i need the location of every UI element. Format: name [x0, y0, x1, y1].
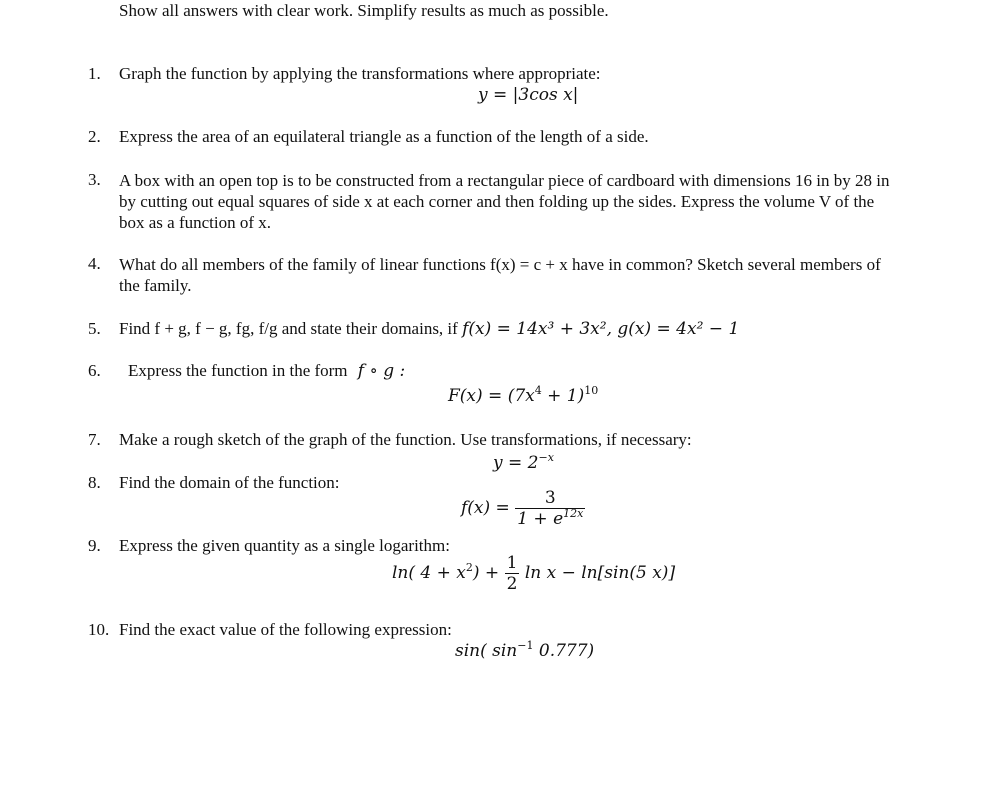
question-10-equation: sin( $\sin^{-1} 0.777$) — [455, 639, 595, 661]
question-1-number: 1. — [88, 64, 101, 83]
question-6-equation: $F(x) = (7x^4 + 1)^{10}$ — [448, 384, 599, 406]
question-8-fraction — [515, 489, 585, 528]
question-7-text: Make a rough sketch of the graph of the function. Use transformations, if necessary: — [119, 430, 692, 449]
question-7-number: 7. — [88, 430, 101, 449]
question-6-form: f ∘ g : — [357, 361, 406, 381]
question-2-number: 2. — [88, 127, 101, 146]
question-9-text: Express the given quantity as a single logarithm: — [119, 536, 450, 555]
instructions: Show all answers with clear work. Simplify results as much as possible. — [119, 1, 609, 20]
question-1-text: Graph the function by applying the transformations where appropriate: — [119, 64, 601, 83]
question-10-text: Find the exact value of the following expression: — [119, 620, 452, 639]
question-6-prompt: Express the function in the form — [128, 361, 348, 380]
question-10-number: 10. — [88, 620, 110, 639]
question-6-number: 6. — [88, 361, 101, 380]
question-5-prompt: Find f + g, f − g, fg, f/g and state their domains, if — [119, 319, 458, 338]
question-4-number: 4. — [88, 254, 101, 273]
question-5-text — [119, 319, 739, 339]
question-8-numerator: 3 — [544, 488, 556, 508]
question-7-equation: $y = 2^{-x}$ — [493, 451, 554, 473]
question-9-fraction: $\frac{1}{2}$ — [506, 553, 518, 594]
question-4-line-2: the family. — [119, 276, 192, 295]
question-8-text: Find the domain of the function: — [119, 473, 340, 492]
question-3-text — [119, 170, 889, 233]
question-8-lhs: f(x) = — [461, 498, 510, 519]
question-5-number: 5. — [88, 319, 101, 338]
question-8-denominator: $1 + e^{12x}$ — [517, 506, 584, 529]
question-3-number: 3. — [88, 170, 101, 189]
question-8-number: 8. — [88, 473, 101, 492]
question-2-text: Express the area of an equilateral triangle as a function of the length of a side. — [119, 127, 649, 146]
question-9-equation: ln( $4 + x^2$) + $\frac{1}{2}$ ln x − ln[sin(5 x)] — [392, 553, 676, 594]
question-4-line-1: What do all members of the family of linear functions f(x) = c + x have in common? Sketch several members of — [119, 255, 881, 274]
question-3-line-2: by cutting out equal squares of side x at each corner and then folding up the sides. Express the volume V of the — [119, 192, 875, 211]
question-8-equation — [461, 489, 585, 528]
question-3-line-1: A box with an open top is to be constructed from a rectangular piece of cardboard with dimensions 16 in by 28 in — [119, 171, 890, 190]
question-9-number: 9. — [88, 536, 101, 555]
question-6-text — [128, 361, 405, 381]
question-4-text — [119, 254, 881, 296]
question-3-line-3: box as a function of x. — [119, 213, 272, 232]
question-5-equation: f(x) = 14x³ + 3x², g(x) = 4x² − 1 — [462, 319, 740, 339]
question-1-equation: y = |3cos x| — [478, 85, 579, 105]
